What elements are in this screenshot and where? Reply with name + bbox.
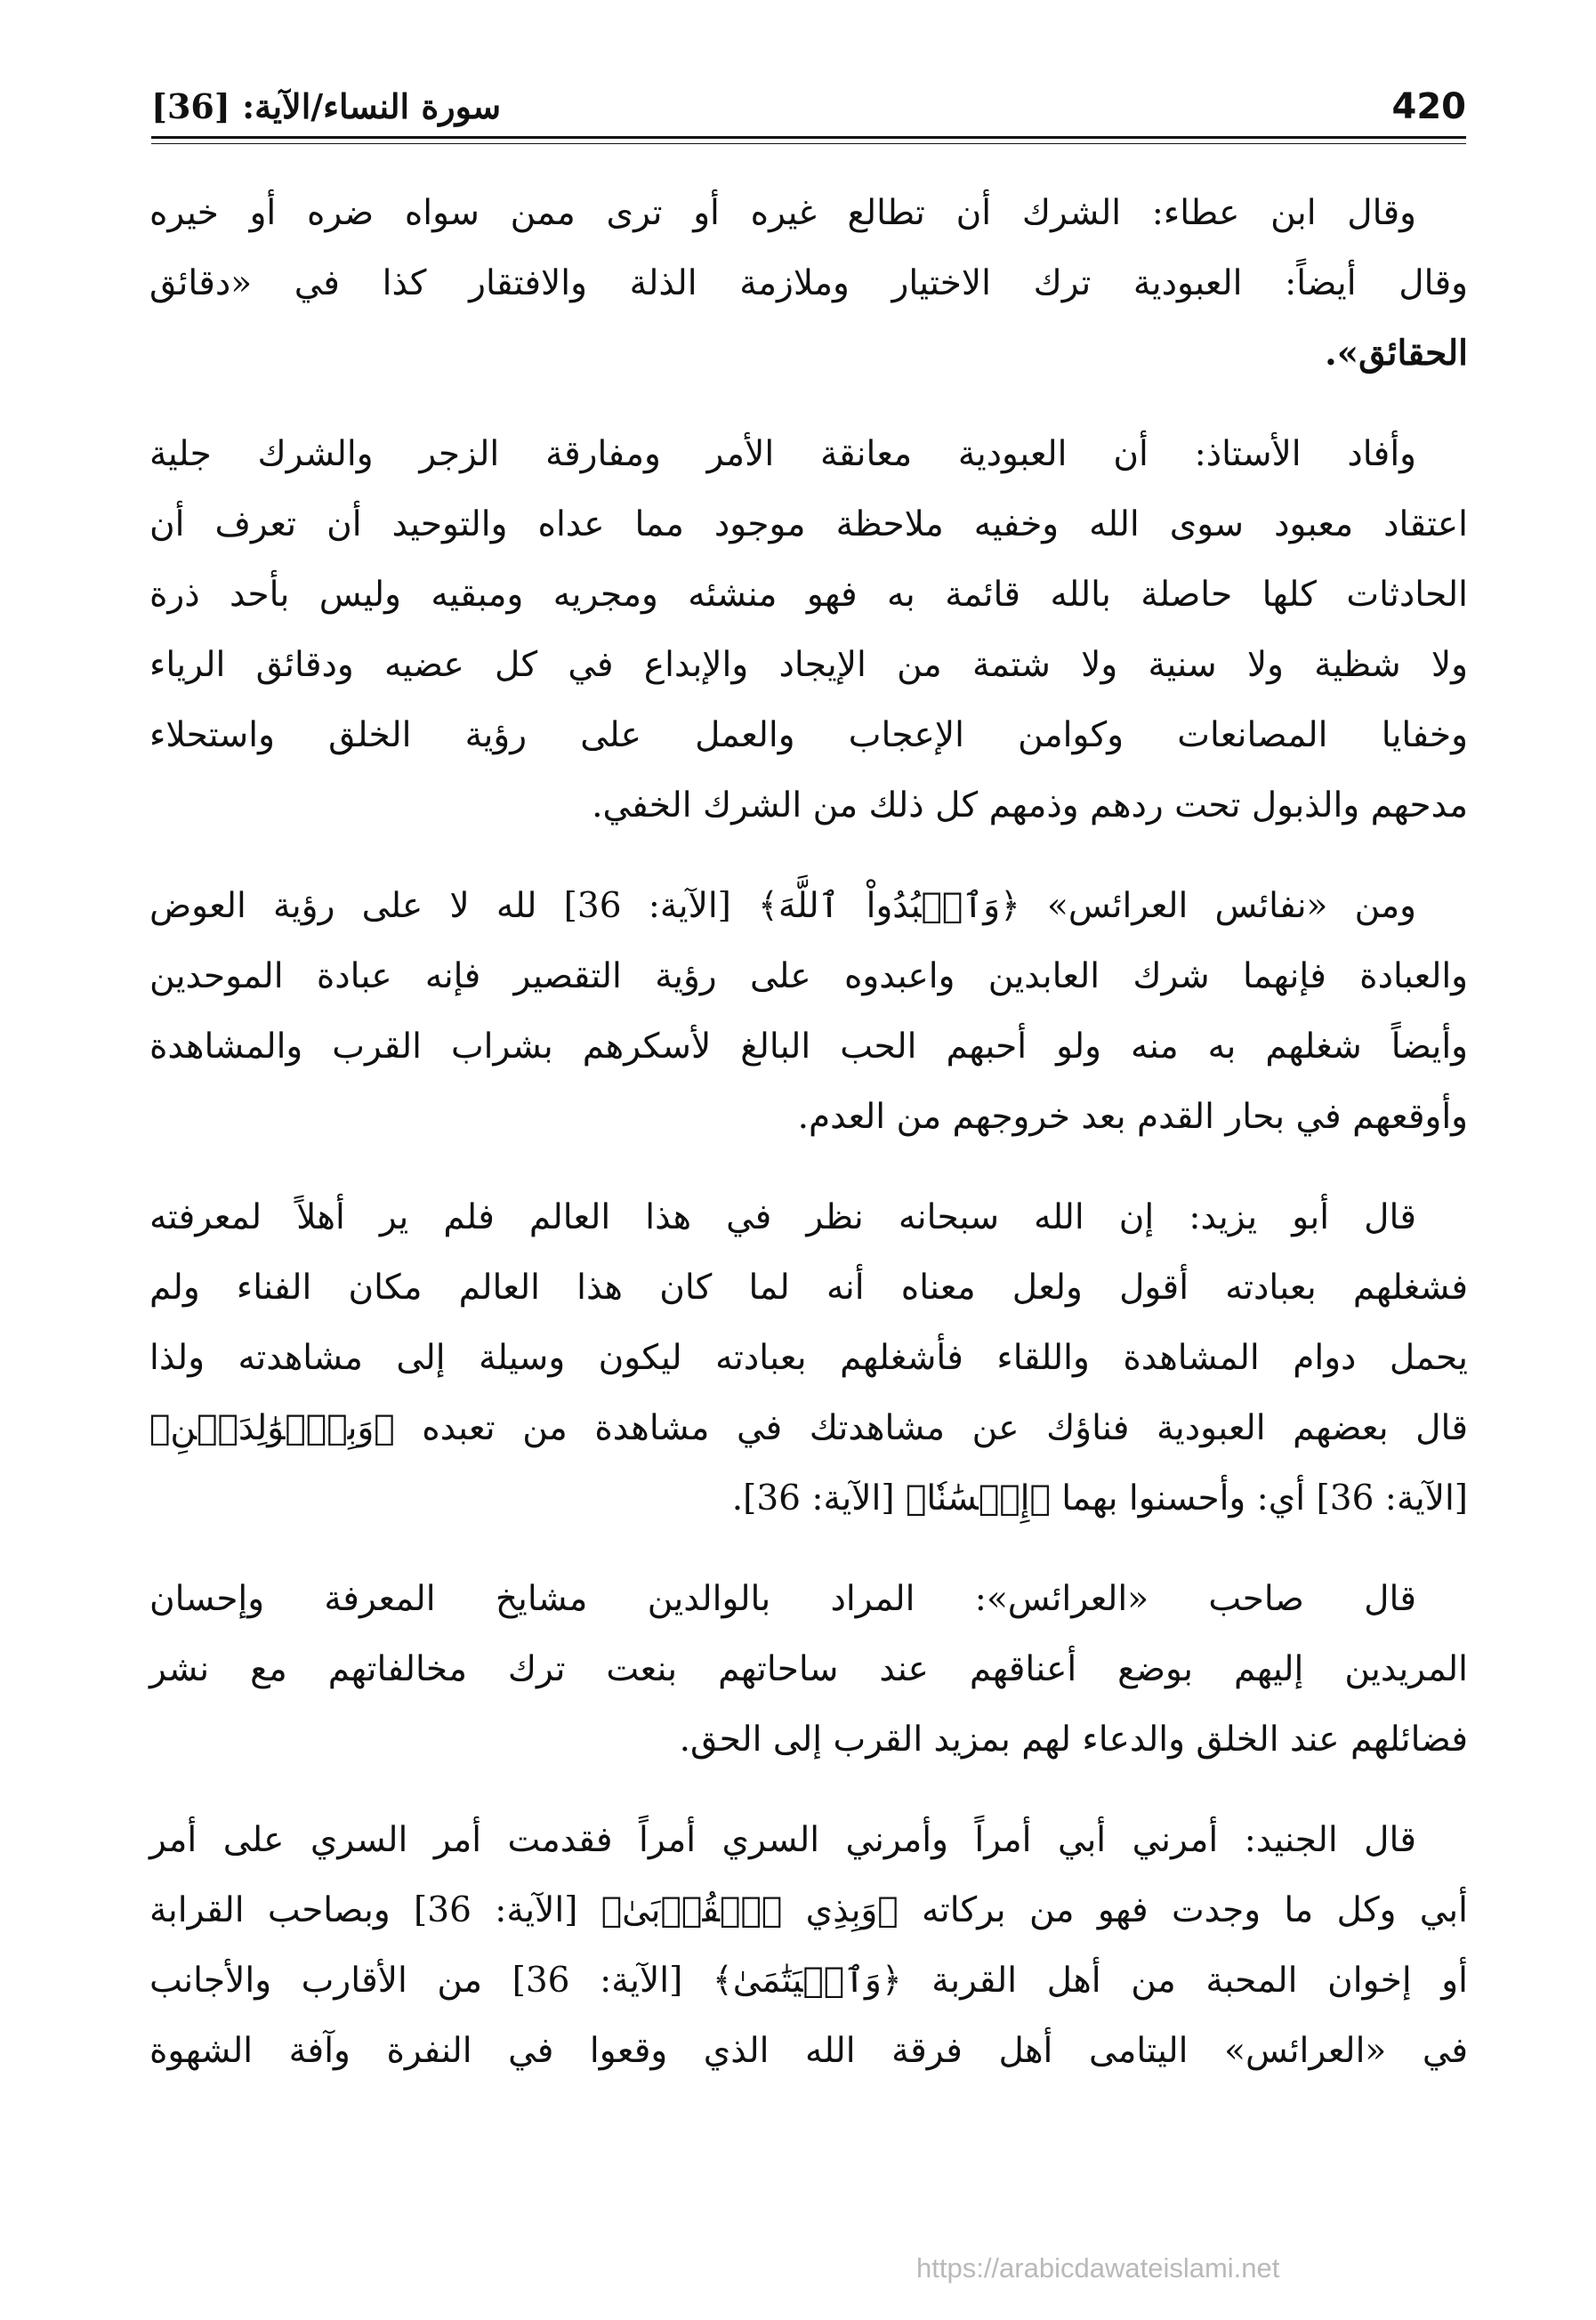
text-line: قال صاحب «العرائس»: المراد بالوالدين مشايخ المعرفة وإحسان (149, 1579, 1416, 1619)
running-header (151, 82, 1466, 135)
page-number: 420 (1391, 86, 1466, 127)
paragraph-abu-yazid (149, 1182, 1468, 1534)
text-line: ومن «نفائس العرائس» ﴿وَٱعۡبُدُواْ ٱللَّهَ﴾ [الآية: 36] لله لا على رؤية العوض (149, 886, 1416, 926)
text-line: ولا شظية ولا سنية ولا شتمة من الإيجاد والإبداع في كل عضيه ودقائق الرياء (149, 645, 1468, 685)
surah-title: سورة النساء/الآية: [36] (151, 86, 502, 126)
text-line: وأيضاً شغلهم به منه ولو أحبهم الحب البالغ لأسكرهم بشراب القرب والمشاهدة (149, 1027, 1468, 1067)
text-line: قال الجنيد: أمرني أبي أمراً وأمرني السري أمراً فقدمت أمر السري على أمر (149, 1820, 1416, 1860)
text-line: فضائلهم عند الخلق والدعاء لهم بمزيد القرب إلى الحق. (679, 1720, 1468, 1760)
text-line: قال بعضهم العبودية فناؤك عن مشاهدتك في مشاهدة من تعبده ﴿وَبِٱلۡوَٰلِدَيۡنِ﴾ (149, 1408, 1468, 1448)
text-line: والعبادة فإنهما شرك العابدين واعبدوه على رؤية التقصير فإنه عبادة الموحدين (149, 956, 1468, 996)
text-line: وأوقعهم في بحار القدم بعد خروجهم من العدم. (797, 1097, 1468, 1137)
watermark-url: https://arabicdawateislami.net (916, 2252, 1280, 2284)
text-line: وخفايا المصانعات وكوامن الإعجاب والعمل على رؤية الخلق واستحلاء (149, 715, 1468, 755)
paragraph-ustadh (149, 419, 1468, 841)
text-line: [الآية: 36] أي: وأحسنوا بهما ﴿إِحۡسَٰنٗا﴾ [الآية: 36]. (731, 1478, 1468, 1518)
text-line: في «العرائس» اليتامى أهل فرقة الله الذي وقعوا في النفرة وآفة الشهوة (149, 2031, 1468, 2071)
text-line: المريدين إليهم بوضع أعناقهم عند ساحاتهم بنعت ترك مخالفاتهم مع نشر (149, 1649, 1468, 1689)
text-line: أبي وكل ما وجدت فهو من بركاته ﴿وَبِذِي ٱلۡقُرۡبَىٰ﴾ [الآية: 36] وبصاحب القرابة (149, 1890, 1468, 1930)
text-line: أو إخوان المحبة من أهل القربة ﴿وَٱلۡيَتَٰمَىٰ﴾ [الآية: 36] من الأقارب والأجانب (149, 1961, 1468, 2001)
paragraph-junayd (149, 1805, 1468, 2086)
text-line: الحقائق». (1325, 333, 1468, 374)
text-line: فشغلهم بعبادته أقول ولعل معناه أنه لما كان هذا العالم مكان الفناء ولم (149, 1268, 1468, 1308)
paragraph-sahib-al-arais (149, 1564, 1468, 1775)
body-text (149, 178, 1468, 2116)
text-line: مدحهم والذبول تحت ردهم وذمهم كل ذلك من الشرك الخفي. (592, 785, 1468, 826)
text-line: وأفاد الأستاذ: أن العبودية معانقة الأمر ومفارقة الزجر والشرك جلية (149, 434, 1416, 474)
header-rule (151, 136, 1466, 139)
text-line: وقال ابن عطاء: الشرك أن تطالع غيره أو ترى ممن سواه ضره أو خيره (149, 193, 1416, 233)
paragraph-ibn-ata (149, 178, 1468, 389)
text-line: وقال أيضاً: العبودية ترك الاختيار وملازمة الذلة والافتقار كذا في «دقائق (149, 263, 1468, 303)
text-line: اعتقاد معبود سوى الله وخفيه ملاحظة موجود مما عداه والتوحيد أن تعرف أن (149, 504, 1468, 544)
paragraph-nafais (149, 871, 1468, 1152)
text-line: الحادثات كلها حاصلة بالله قائمة به فهو منشئه ومجريه ومبقيه وليس بأحد ذرة (149, 575, 1468, 615)
text-line: قال أبو يزيد: إن الله سبحانه نظر في هذا العالم فلم ير أهلاً لمعرفته (149, 1197, 1416, 1237)
text-line: يحمل دوام المشاهدة واللقاء فأشغلهم بعبادته ليكون وسيلة إلى مشاهدته ولذا (149, 1338, 1468, 1378)
header-rule-thin (151, 143, 1466, 144)
